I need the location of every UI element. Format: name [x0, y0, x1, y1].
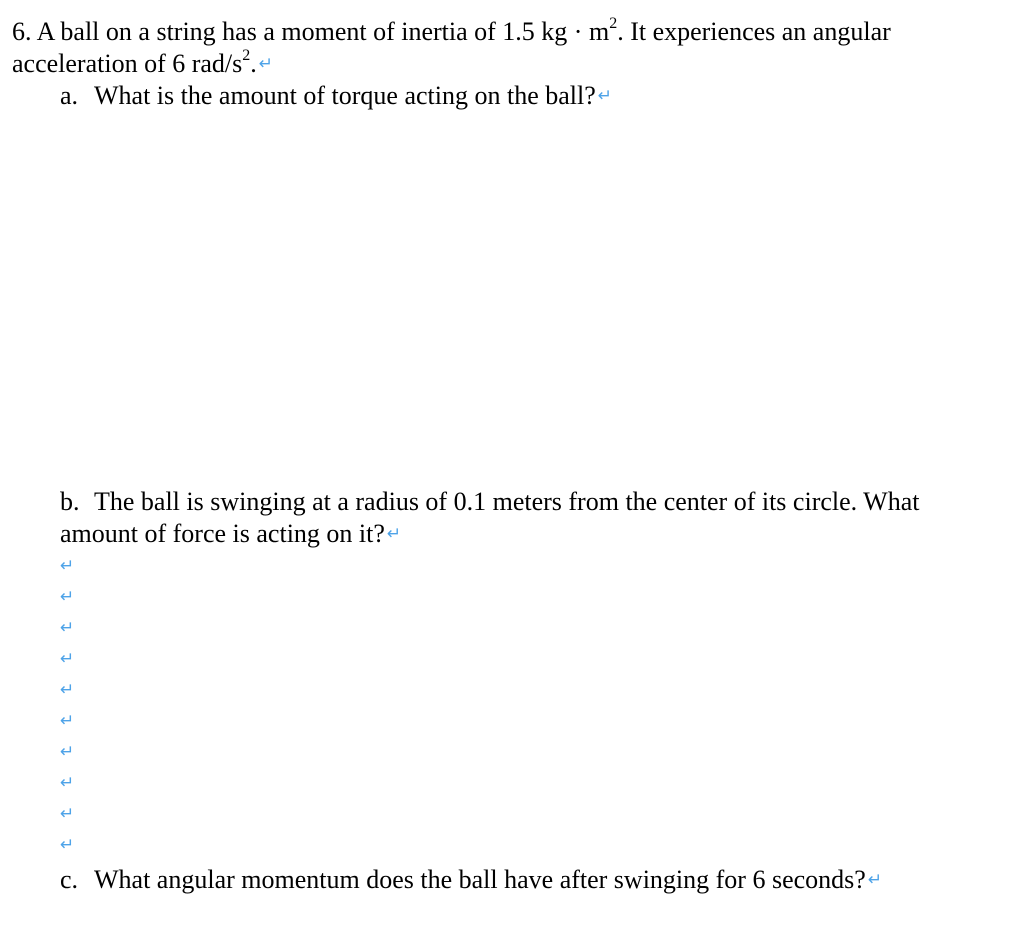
empty-paragraph-mark-icon: ↵ [60, 742, 75, 762]
empty-paragraph-mark-icon: ↵ [60, 618, 75, 638]
question-stem-text-b: . It experiences an angular [617, 17, 891, 46]
paragraph-mark-icon: ↵ [386, 524, 402, 544]
empty-paragraph-mark-icon: ↵ [60, 587, 75, 607]
part-a-label: a. [60, 81, 79, 110]
question-stem-text-c: acceleration of 6 rad/s [12, 49, 243, 78]
part-b-text-2: amount of force is acting on it? [60, 519, 385, 548]
question-stem-text-d: . [250, 49, 257, 78]
part-b-label: b. [60, 487, 80, 516]
part-a [60, 80, 612, 115]
empty-paragraph-mark-icon: ↵ [60, 773, 75, 793]
part-c [60, 864, 882, 899]
part-b-text-1: The ball is swinging at a radius of 0.1 meters from the center of its circle. What [94, 487, 920, 516]
paragraph-mark-icon: ↵ [597, 86, 613, 106]
part-c-text: What angular momentum does the ball have after swinging for 6 seconds? [94, 865, 866, 894]
question-number: 6. [12, 17, 32, 46]
superscript-2: 2 [242, 47, 251, 65]
question-stem-text-a: A ball on a string has a moment of inertia of 1.5 kg · m [36, 17, 610, 46]
question-stem-line-2 [12, 48, 273, 83]
empty-paragraph-mark-icon: ↵ [60, 680, 75, 700]
part-b-line-2 [60, 518, 401, 553]
part-c-label: c. [60, 865, 79, 894]
empty-paragraph-mark-icon: ↵ [60, 556, 75, 576]
empty-paragraph-mark-icon: ↵ [60, 649, 75, 669]
paragraph-mark-icon: ↵ [867, 870, 883, 890]
superscript-2: 2 [609, 15, 618, 33]
part-b-line-1 [60, 486, 920, 518]
question-stem-line-1 [12, 16, 891, 48]
empty-paragraph-mark-icon: ↵ [60, 804, 75, 824]
empty-paragraph-mark-icon: ↵ [60, 711, 75, 731]
paragraph-mark-icon: ↵ [258, 54, 274, 74]
part-a-text: What is the amount of torque acting on the ball? [94, 81, 596, 110]
empty-paragraph-mark-icon: ↵ [60, 835, 75, 855]
